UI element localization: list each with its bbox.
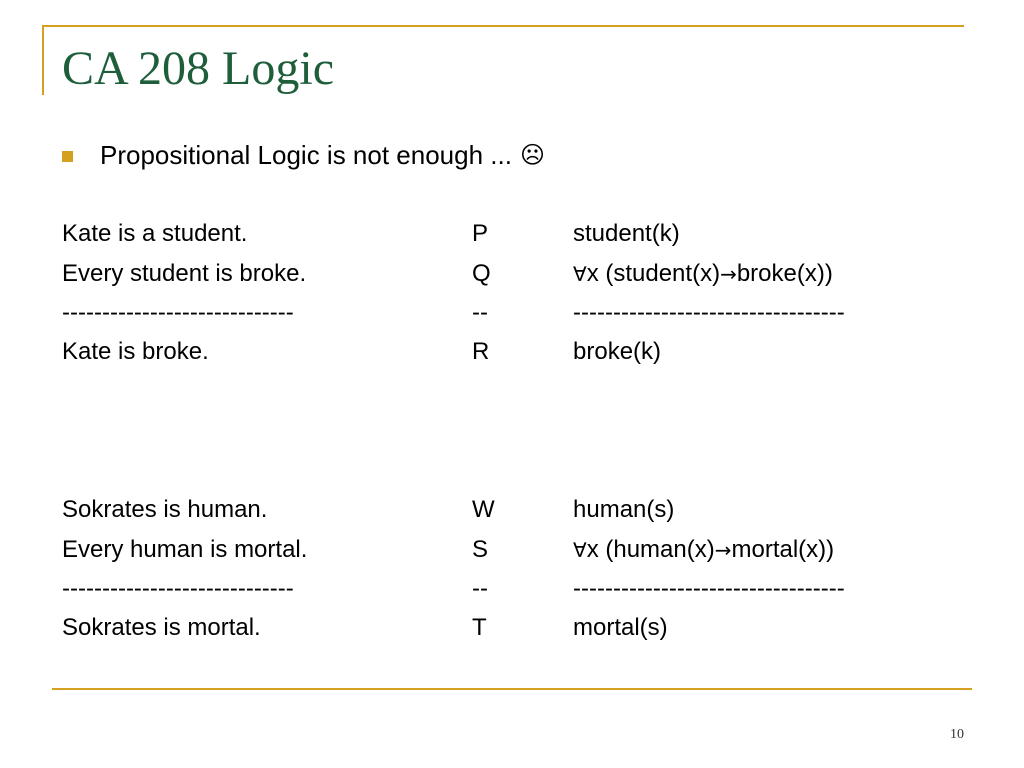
formula: human(s): [573, 496, 675, 523]
argument-2-separator-row: [0, 572, 1024, 606]
forall-symbol: ∀: [573, 538, 587, 562]
footer-line: [52, 688, 972, 690]
argument-2-premise-2-row: [0, 533, 1024, 567]
separator: -----------------------------: [62, 299, 294, 326]
implies-arrow-symbol: →: [714, 538, 732, 562]
formula: student(k): [573, 220, 680, 247]
formula: broke(k): [573, 338, 662, 365]
sentence: Sokrates is human.: [62, 496, 268, 523]
separator: --: [472, 575, 488, 602]
frame-left-line: [42, 25, 44, 95]
argument-1-premise-2-row: [0, 257, 1024, 291]
slide-title: CA 208 Logic: [62, 42, 334, 95]
proposition-letter: S: [472, 536, 489, 563]
sad-face-icon: ☹: [519, 141, 545, 169]
separator: ----------------------------------: [573, 575, 845, 602]
separator: ----------------------------------: [573, 299, 845, 326]
argument-1-conclusion-row: [0, 335, 1024, 369]
formula-antecedent: x (human(x): [586, 536, 715, 563]
forall-symbol: ∀: [573, 262, 587, 286]
page-number: 10: [950, 727, 964, 742]
formula-consequent: broke(x)): [736, 260, 833, 287]
sentence: Every human is mortal.: [62, 536, 308, 563]
proposition-letter: W: [472, 496, 495, 523]
proposition-letter: T: [472, 614, 487, 641]
separator: --: [472, 299, 488, 326]
sentence: Kate is a student.: [62, 220, 248, 247]
proposition-letter: R: [472, 338, 490, 365]
formula-antecedent: x (student(x): [586, 260, 721, 287]
formula-consequent: mortal(x)): [731, 536, 835, 563]
formula: [573, 257, 833, 291]
argument-2-conclusion-row: [0, 611, 1024, 645]
argument-1-separator-row: [0, 296, 1024, 330]
separator: -----------------------------: [62, 575, 294, 602]
bullet-square-icon: [62, 151, 73, 162]
formula: [573, 533, 834, 567]
argument-1-premise-1-row: [0, 217, 1024, 251]
bullet-item: [62, 138, 545, 172]
frame-top-line: [42, 25, 964, 27]
bullet-text: Propositional Logic is not enough ...: [100, 140, 512, 170]
implies-arrow-symbol: →: [720, 262, 737, 286]
proposition-letter: P: [472, 220, 489, 247]
sentence: Sokrates is mortal.: [62, 614, 261, 641]
formula: mortal(s): [573, 614, 668, 641]
sentence: Every student is broke.: [62, 260, 307, 287]
sentence: Kate is broke.: [62, 338, 209, 365]
proposition-letter: Q: [472, 260, 491, 287]
argument-2-premise-1-row: [0, 493, 1024, 527]
